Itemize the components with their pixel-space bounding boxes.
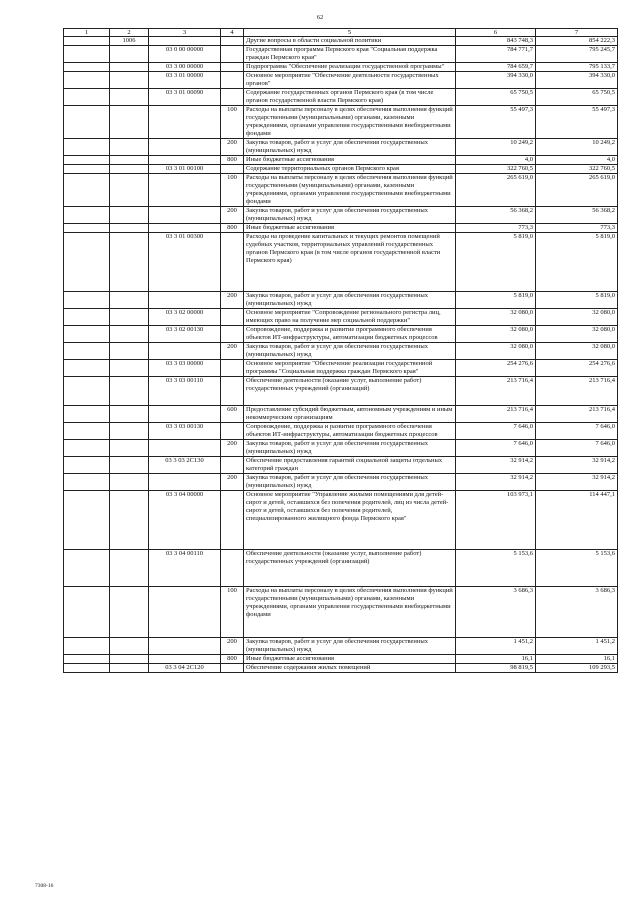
cell-amount-1: 32 914,2 [456, 457, 536, 474]
cell-col1 [64, 224, 110, 233]
cell-section-code [110, 360, 149, 377]
cell-amount-2: 32 080,0 [536, 309, 618, 326]
cell-amount-2: 322 760,5 [536, 165, 618, 174]
cell-expense-type [221, 233, 244, 292]
cell-section-code [110, 457, 149, 474]
table-row [64, 233, 618, 292]
table-row [64, 664, 618, 673]
cell-expense-type [221, 37, 244, 46]
cell-expense-type: 800 [221, 655, 244, 664]
cell-target-code: 03 3 03 00110 [149, 377, 221, 406]
cell-amount-1: 1 451,2 [456, 638, 536, 655]
table-row [64, 440, 618, 457]
cell-section-code [110, 655, 149, 664]
cell-target-code [149, 224, 221, 233]
cell-expense-type: 800 [221, 156, 244, 165]
cell-amount-1: 5 153,6 [456, 550, 536, 587]
cell-description: Содержание государственных органов Пермского края (в том числе органов государственной власти Пермского края) [244, 89, 456, 106]
cell-col1 [64, 474, 110, 491]
cell-col1 [64, 309, 110, 326]
cell-target-code [149, 106, 221, 139]
header-cell: 5 [244, 29, 456, 37]
cell-description: Обеспечение деятельности (оказание услуг, выполнение работ) государственных учреждений (организаций) [244, 550, 456, 587]
cell-amount-2: 5 153,6 [536, 550, 618, 587]
cell-target-code [149, 156, 221, 165]
cell-target-code [149, 343, 221, 360]
cell-expense-type: 200 [221, 440, 244, 457]
table-row [64, 423, 618, 440]
cell-description: Иные бюджетные ассигнования [244, 655, 456, 664]
cell-target-code: 03 3 01 00090 [149, 89, 221, 106]
table-row [64, 292, 618, 309]
cell-section-code [110, 233, 149, 292]
cell-section-code [110, 72, 149, 89]
cell-target-code [149, 292, 221, 309]
cell-description: Иные бюджетные ассигнования [244, 224, 456, 233]
cell-expense-type [221, 46, 244, 63]
cell-amount-1: 5 819,0 [456, 292, 536, 309]
cell-section-code [110, 587, 149, 638]
cell-target-code: 03 3 02 00000 [149, 309, 221, 326]
cell-amount-1: 10 249,2 [456, 139, 536, 156]
budget-table [63, 28, 618, 673]
cell-target-code: 03 3 02 00130 [149, 326, 221, 343]
cell-target-code: 03 3 04 2С120 [149, 664, 221, 673]
cell-section-code [110, 63, 149, 72]
cell-description: Иные бюджетные ассигнования [244, 156, 456, 165]
cell-expense-type: 100 [221, 174, 244, 207]
cell-expense-type [221, 326, 244, 343]
cell-section-code [110, 474, 149, 491]
cell-amount-1: 843 748,3 [456, 37, 536, 46]
cell-col1 [64, 89, 110, 106]
cell-amount-2: 32 080,0 [536, 343, 618, 360]
cell-col1 [64, 440, 110, 457]
header-cell: 3 [149, 29, 221, 37]
table-row [64, 72, 618, 89]
cell-expense-type: 100 [221, 106, 244, 139]
cell-section-code [110, 156, 149, 165]
cell-section-code [110, 207, 149, 224]
cell-amount-2: 265 619,0 [536, 174, 618, 207]
cell-section-code [110, 343, 149, 360]
cell-col1 [64, 139, 110, 156]
cell-description: Закупка товаров, работ и услуг для обеспечения государственных (муниципальных) нужд [244, 207, 456, 224]
cell-section-code [110, 440, 149, 457]
cell-col1 [64, 638, 110, 655]
table-row [64, 89, 618, 106]
cell-description: Расходы на проведение капитальных и текущих ремонтов помещений судебных участков, территориальных управлений государственных органов Пермского края (в том числе органов государственной власти Пермского края) [244, 233, 456, 292]
cell-section-code [110, 174, 149, 207]
cell-amount-1: 213 716,4 [456, 377, 536, 406]
cell-amount-1: 32 080,0 [456, 309, 536, 326]
table-row [64, 587, 618, 638]
cell-expense-type [221, 491, 244, 550]
cell-col1 [64, 106, 110, 139]
table-row [64, 165, 618, 174]
cell-description: Расходы на выплаты персоналу в целях обеспечения выполнения функций государственными (муниципальными) органами, казенными учреждениями, органами управления государственными внебюджетными фондами [244, 106, 456, 139]
cell-col1 [64, 423, 110, 440]
cell-col1 [64, 292, 110, 309]
cell-amount-1: 32 914,2 [456, 474, 536, 491]
cell-section-code [110, 224, 149, 233]
table-row [64, 655, 618, 664]
cell-expense-type [221, 664, 244, 673]
cell-section-code [110, 292, 149, 309]
cell-section-code [110, 664, 149, 673]
cell-amount-2: 795 245,7 [536, 46, 618, 63]
cell-target-code [149, 655, 221, 664]
cell-amount-2: 213 716,4 [536, 377, 618, 406]
cell-description: Содержание территориальных органов Пермского края [244, 165, 456, 174]
table-row [64, 174, 618, 207]
table-row [64, 360, 618, 377]
cell-section-code [110, 139, 149, 156]
cell-section-code [110, 326, 149, 343]
cell-target-code [149, 440, 221, 457]
cell-section-code [110, 165, 149, 174]
cell-amount-2: 7 646,0 [536, 440, 618, 457]
cell-col1 [64, 457, 110, 474]
cell-section-code [110, 406, 149, 423]
cell-amount-1: 4,0 [456, 156, 536, 165]
cell-amount-1: 32 080,0 [456, 343, 536, 360]
table-row [64, 63, 618, 72]
cell-description: Закупка товаров, работ и услуг для обеспечения государственных (муниципальных) нужд [244, 292, 456, 309]
table-row [64, 457, 618, 474]
cell-amount-2: 3 686,3 [536, 587, 618, 638]
cell-amount-2: 32 914,2 [536, 457, 618, 474]
cell-target-code: 03 3 01 00000 [149, 72, 221, 89]
cell-col1 [64, 550, 110, 587]
table-header-row [64, 29, 618, 37]
table-row [64, 46, 618, 63]
cell-amount-2: 32 080,0 [536, 326, 618, 343]
cell-amount-2: 5 819,0 [536, 233, 618, 292]
cell-section-code [110, 423, 149, 440]
cell-description: Основное мероприятие "Обеспечение деятельности государственных органов" [244, 72, 456, 89]
cell-amount-2: 65 750,5 [536, 89, 618, 106]
cell-col1 [64, 326, 110, 343]
cell-col1 [64, 174, 110, 207]
table-row [64, 474, 618, 491]
cell-description: Расходы на выплаты персоналу в целях обеспечения выполнения функций государственными (муниципальными) органами, казенными учреждениями, органами управления государственными внебюджетными фондами [244, 174, 456, 207]
footer-code: 7308-16 [35, 883, 54, 889]
cell-target-code [149, 37, 221, 46]
cell-expense-type [221, 423, 244, 440]
cell-amount-2: 4,0 [536, 156, 618, 165]
cell-section-code [110, 550, 149, 587]
cell-expense-type [221, 457, 244, 474]
cell-target-code: 03 3 04 00110 [149, 550, 221, 587]
cell-col1 [64, 72, 110, 89]
cell-target-code: 03 3 03 00130 [149, 423, 221, 440]
table-row [64, 343, 618, 360]
cell-description: Основное мероприятие "Сопровождение регионального регистра лиц, имеющих право на получение мер социальной поддержки" [244, 309, 456, 326]
cell-description: Подпрограмма "Обеспечение реализации государственной программы" [244, 63, 456, 72]
cell-expense-type: 600 [221, 406, 244, 423]
cell-target-code [149, 406, 221, 423]
table-row [64, 377, 618, 406]
table-row [64, 406, 618, 423]
cell-amount-1: 773,3 [456, 224, 536, 233]
cell-col1 [64, 587, 110, 638]
cell-description: Сопровождение, поддержка и развитие программного обеспечения объектов ИТ-инфраструктуры, автоматизации бюджетных процессов [244, 326, 456, 343]
table-row [64, 491, 618, 550]
cell-amount-1: 98 819,5 [456, 664, 536, 673]
cell-amount-2: 854 222,3 [536, 37, 618, 46]
cell-amount-1: 394 330,0 [456, 72, 536, 89]
header-cell: 2 [110, 29, 149, 37]
cell-description: Закупка товаров, работ и услуг для обеспечения государственных (муниципальных) нужд [244, 343, 456, 360]
cell-description: Другие вопросы в области социальной политики [244, 37, 456, 46]
table-row [64, 550, 618, 587]
header-cell: 1 [64, 29, 110, 37]
cell-target-code [149, 474, 221, 491]
cell-target-code [149, 207, 221, 224]
table-row [64, 207, 618, 224]
cell-target-code: 03 3 03 00000 [149, 360, 221, 377]
cell-col1 [64, 207, 110, 224]
cell-amount-2: 773,3 [536, 224, 618, 233]
cell-amount-1: 784 659,7 [456, 63, 536, 72]
cell-section-code [110, 638, 149, 655]
cell-section-code [110, 106, 149, 139]
cell-description: Закупка товаров, работ и услуг для обеспечения государственных (муниципальных) нужд [244, 139, 456, 156]
cell-description: Обеспечение деятельности (оказание услуг, выполнение работ) государственных учреждений (организаций) [244, 377, 456, 406]
cell-amount-2: 1 451,2 [536, 638, 618, 655]
cell-amount-1: 32 080,0 [456, 326, 536, 343]
cell-target-code: 03 3 00 00000 [149, 63, 221, 72]
table-row [64, 326, 618, 343]
cell-amount-2: 213 716,4 [536, 406, 618, 423]
cell-expense-type: 200 [221, 292, 244, 309]
cell-expense-type: 200 [221, 474, 244, 491]
cell-target-code: 03 3 01 00100 [149, 165, 221, 174]
cell-section-code: 1006 [110, 37, 149, 46]
cell-expense-type: 200 [221, 139, 244, 156]
cell-section-code [110, 491, 149, 550]
cell-expense-type: 800 [221, 224, 244, 233]
cell-col1 [64, 664, 110, 673]
table-row [64, 37, 618, 46]
cell-amount-1: 5 819,0 [456, 233, 536, 292]
cell-target-code: 03 0 00 00000 [149, 46, 221, 63]
cell-amount-1: 56 368,2 [456, 207, 536, 224]
cell-section-code [110, 46, 149, 63]
cell-amount-2: 109 293,5 [536, 664, 618, 673]
cell-expense-type [221, 377, 244, 406]
cell-amount-2: 55 497,3 [536, 106, 618, 139]
cell-description: Закупка товаров, работ и услуг для обеспечения государственных (муниципальных) нужд [244, 474, 456, 491]
cell-amount-1: 65 750,5 [456, 89, 536, 106]
cell-expense-type: 200 [221, 343, 244, 360]
cell-amount-1: 3 686,3 [456, 587, 536, 638]
cell-amount-1: 784 771,7 [456, 46, 536, 63]
cell-target-code: 03 3 01 00300 [149, 233, 221, 292]
cell-description: Обеспечение предоставления гарантий социальной защиты отдельных категорий граждан [244, 457, 456, 474]
cell-expense-type [221, 309, 244, 326]
cell-amount-1: 254 276,6 [456, 360, 536, 377]
cell-expense-type: 200 [221, 207, 244, 224]
cell-description: Закупка товаров, работ и услуг для обеспечения государственных (муниципальных) нужд [244, 638, 456, 655]
cell-expense-type: 200 [221, 638, 244, 655]
table-row [64, 156, 618, 165]
cell-col1 [64, 37, 110, 46]
cell-section-code [110, 89, 149, 106]
table-row [64, 139, 618, 156]
cell-col1 [64, 156, 110, 165]
cell-amount-2: 254 276,6 [536, 360, 618, 377]
cell-col1 [64, 46, 110, 63]
cell-expense-type: 100 [221, 587, 244, 638]
cell-amount-1: 55 497,3 [456, 106, 536, 139]
table-row [64, 638, 618, 655]
cell-target-code [149, 638, 221, 655]
header-cell: 4 [221, 29, 244, 37]
header-cell: 6 [456, 29, 536, 37]
cell-col1 [64, 360, 110, 377]
cell-target-code: 03 3 04 00000 [149, 491, 221, 550]
cell-target-code [149, 587, 221, 638]
cell-target-code [149, 139, 221, 156]
cell-amount-2: 10 249,2 [536, 139, 618, 156]
cell-amount-2: 394 330,0 [536, 72, 618, 89]
cell-amount-1: 7 646,0 [456, 440, 536, 457]
cell-target-code [149, 174, 221, 207]
cell-col1 [64, 343, 110, 360]
cell-amount-1: 265 619,0 [456, 174, 536, 207]
cell-amount-2: 114 447,1 [536, 491, 618, 550]
cell-amount-1: 322 760,5 [456, 165, 536, 174]
cell-amount-1: 103 973,1 [456, 491, 536, 550]
cell-amount-1: 16,1 [456, 655, 536, 664]
cell-expense-type [221, 72, 244, 89]
cell-section-code [110, 309, 149, 326]
cell-amount-2: 7 646,0 [536, 423, 618, 440]
cell-amount-2: 795 133,7 [536, 63, 618, 72]
cell-col1 [64, 233, 110, 292]
cell-col1 [64, 63, 110, 72]
table-row [64, 106, 618, 139]
cell-expense-type [221, 165, 244, 174]
cell-amount-1: 213 716,4 [456, 406, 536, 423]
cell-col1 [64, 165, 110, 174]
cell-description: Основное мероприятие "Управление жилыми помещениями для детей-сирот и детей, оставшихся без попечения родителей, лиц из числа детей-сирот и детей, оставшихся без попечения родителей, специализированного жилищного фонда Пермского края" [244, 491, 456, 550]
cell-section-code [110, 377, 149, 406]
table-row [64, 309, 618, 326]
page-number: 62 [316, 14, 324, 21]
cell-description: Государственная программа Пермского края "Социальная поддержка граждан Пермского края" [244, 46, 456, 63]
cell-col1 [64, 406, 110, 423]
cell-target-code: 03 3 03 2С130 [149, 457, 221, 474]
cell-expense-type [221, 550, 244, 587]
header-cell: 7 [536, 29, 618, 37]
cell-description: Предоставление субсидий бюджетным, автономным учреждениям и иным некоммерческим организациям [244, 406, 456, 423]
cell-description: Расходы на выплаты персоналу в целях обеспечения выполнения функций государственными (муниципальными) органами, казенными учреждениями, органами управления государственными внебюджетными фондами [244, 587, 456, 638]
cell-expense-type [221, 360, 244, 377]
cell-expense-type [221, 63, 244, 72]
cell-description: Закупка товаров, работ и услуг для обеспечения государственных (муниципальных) нужд [244, 440, 456, 457]
cell-amount-2: 32 914,2 [536, 474, 618, 491]
cell-col1 [64, 655, 110, 664]
cell-description: Сопровождение, поддержка и развитие программного обеспечения объектов ИТ-инфраструктуры, автоматизации бюджетных процессов [244, 423, 456, 440]
cell-col1 [64, 377, 110, 406]
cell-amount-2: 16,1 [536, 655, 618, 664]
cell-description: Обеспечение содержания жилых помещений [244, 664, 456, 673]
cell-col1 [64, 491, 110, 550]
cell-description: Основное мероприятие "Обеспечение реализации государственной программы "Социальная поддержка граждан Пермского края" [244, 360, 456, 377]
cell-amount-2: 5 819,0 [536, 292, 618, 309]
cell-amount-1: 7 646,0 [456, 423, 536, 440]
cell-amount-2: 56 368,2 [536, 207, 618, 224]
table-row [64, 224, 618, 233]
cell-expense-type [221, 89, 244, 106]
